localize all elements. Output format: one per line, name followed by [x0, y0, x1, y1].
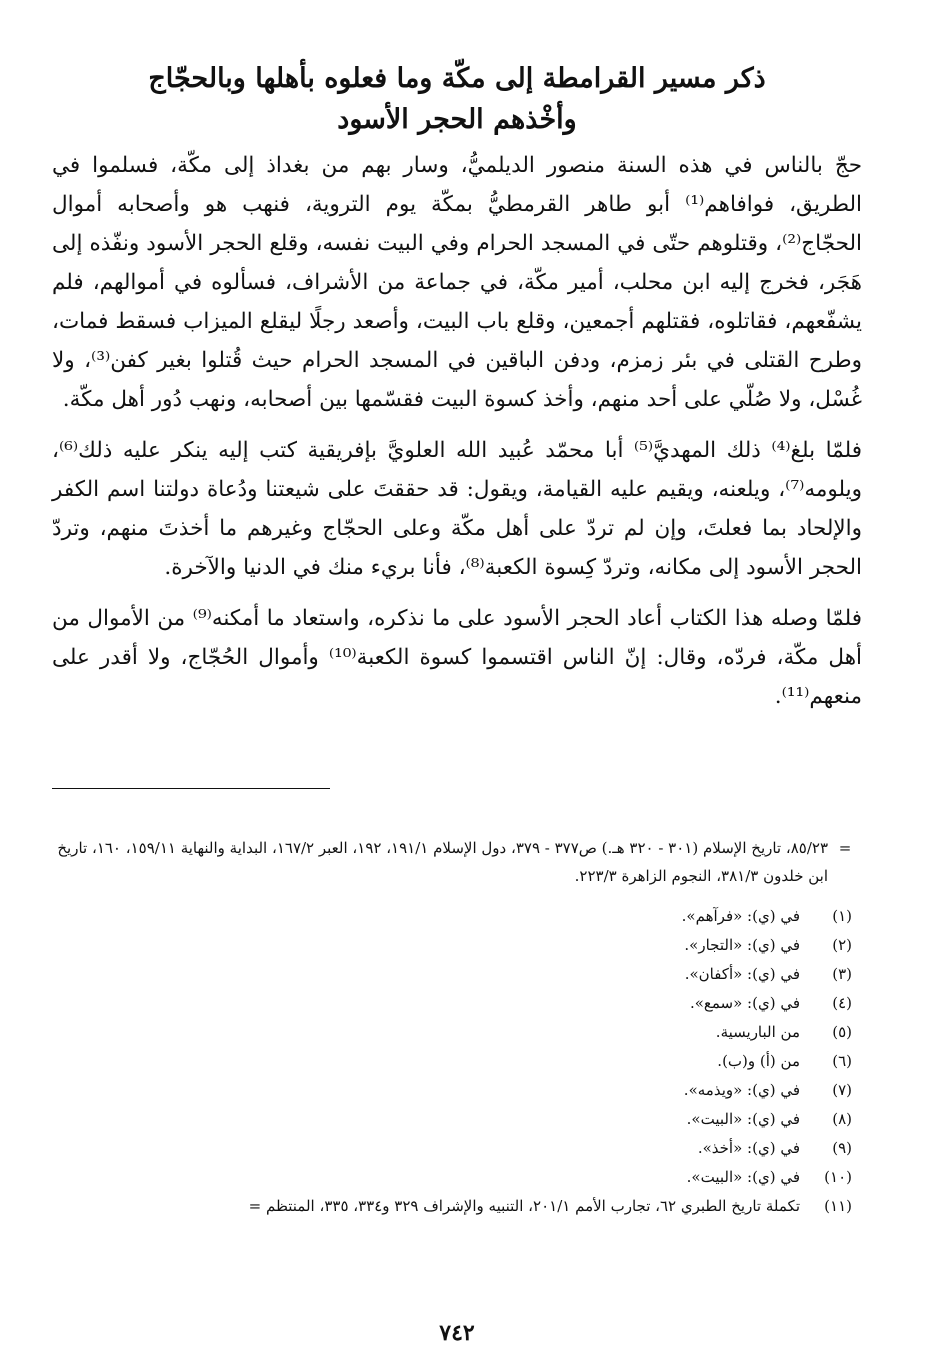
- footnote-10: [52, 1163, 862, 1192]
- footnote-continuation: [52, 834, 862, 890]
- footnote-text: في (ي): «أكفان».: [684, 965, 800, 983]
- footnote-4: [52, 989, 862, 1018]
- footnote-number: (٦): [832, 1052, 852, 1070]
- book-page: [52, 58, 862, 1348]
- paragraph-3: فلمّا وصله هذا الكتاب أعاد الحجر الأسود على ما نذكره، واستعاد ما أمكنه⁽⁹⁾ من الأموال من أهل مكّة، فردّه، وقال: إنّ الناس اقتسموا كسوة الكعبة⁽¹⁰⁾ وأموال الحُجّاج، ولا أقدر على منعهم⁽¹¹⁾.: [52, 606, 863, 709]
- footnote-text: تكملة تاريخ الطبري ٦٢، تجارب الأمم ٢٠١/١، التنبيه والإشراف ٣٢٩ و٣٣٤، ٣٣٥، المنتظم =: [248, 1197, 800, 1215]
- chapter-title-line-1: ذكر مسير القرامطة إلى مكّة وما فعلوه بأهلها وبالحجّاج: [148, 63, 766, 94]
- footnote-11: [52, 1192, 862, 1221]
- continuation-mark: =: [838, 839, 852, 857]
- footnote-number: (٩): [832, 1139, 852, 1157]
- footnote-8: [52, 1105, 862, 1134]
- paragraph-1: حجّ بالناس في هذه السنة منصور الديلميُّ، وسار بهم من بغداذ إلى مكّة، فسلموا في الطريق، فوافاهم⁽¹⁾ أبو طاهر القرمطيُّ بمكّة يوم التروية، فنهب هو وأصحابه أموال الحجّاج⁽²⁾، وقتلوهم حتّى في المسجد الحرام وفي البيت نفسه، وقلع الحجر الأسود ونفّذه إلى هَجَر، فخرج إليه ابن محلب، أمير مكّة، في جماعة من الأشراف، فسألوه في أموالهم، فلم يشفّعهم، فقاتلوه، فقتلهم أجمعين، وقلع باب البيت، وأصعد رجلًا ليقلع الميزاب فسقط فمات، وطرح القتلى في بئر زمزم، ودفن الباقين في المسجد الحرام حيث قُتلوا بغير كفن⁽³⁾، ولا غُسْل، ولا صُلّي على أحد منهم، وأخذ كسوة البيت فقسّمها بين أصحابه، ونهب دُور أهل مكّة.: [52, 153, 862, 412]
- footnotes: [52, 834, 862, 1221]
- footnote-number: (٢): [832, 936, 852, 954]
- footnote-number: (١١): [824, 1197, 852, 1215]
- chapter-title: [52, 58, 862, 140]
- footnote-number: (٧): [832, 1081, 852, 1099]
- footnote-text: في (ي): «البيت».: [686, 1110, 800, 1128]
- footnote-6: [52, 1047, 862, 1076]
- footnote-text: من الباريسية.: [715, 1023, 800, 1041]
- footnote-2: [52, 931, 862, 960]
- footnote-number: (٣): [832, 965, 852, 983]
- footnote-text: في (ي): «التجار».: [684, 936, 800, 954]
- page-number: ٧٤٢: [439, 1320, 475, 1346]
- footnote-9: [52, 1134, 862, 1163]
- continuation-text: ٨٥/٢٣، تاريخ الإسلام (٣٠١ - ٣٢٠ هـ.) ص٣٧٧ - ٣٧٩، دول الإسلام ١٩١/١، ١٩٢، العبر ١٦٧/٢، البداية والنهاية ١٥٩/١١، ١٦٠، تاريخ ابن خلدون ٣٨١/٣، النجوم الزاهرة ٢٢٣/٣.: [57, 839, 828, 885]
- footnote-number: (٤): [832, 994, 852, 1012]
- footnote-divider: [52, 788, 330, 789]
- chapter-title-line-2: وأخْذهم الحجر الأسود: [337, 104, 577, 135]
- footnote-number: (١٠): [824, 1168, 852, 1186]
- footnote-number: (٨): [832, 1110, 852, 1128]
- footnote-text: في (ي): «فرآهم».: [681, 907, 800, 925]
- footnote-number: (٥): [832, 1023, 852, 1041]
- footnote-number: (١): [832, 907, 852, 925]
- footnote-5: [52, 1018, 862, 1047]
- footnote-text: في (ي): «ويذمه».: [683, 1081, 800, 1099]
- footnote-text: في (ي): «البيت».: [686, 1168, 800, 1186]
- footnote-text: من (أ) و(ب).: [717, 1052, 800, 1070]
- footnote-text: في (ي): «سمع».: [689, 994, 800, 1012]
- paragraph-2: فلمّا بلغ⁽⁴⁾ ذلك المهديَّ⁽⁵⁾ أبا محمّد عُبيد الله العلويَّ بإفريقية كتب إليه ينكر عليه ذلك⁽⁶⁾، ويلومه⁽⁷⁾، ويلعنه، ويقيم عليه القيامة، ويقول: قد حققتَ على شيعتنا ودُعاة دولتنا اسم الكفر والإلحاد بما فعلتَ، وإن لم تردّ على أهل مكّة وعلى الحجّاج وغيرهم ما أخذتَ منهم، وتردّ الحجر الأسود إلى مكانه، وتردّ كِسوة الكعبة⁽⁸⁾، فأنا بريء منك في الدنيا والآخرة.: [52, 438, 862, 580]
- footnote-7: [52, 1076, 862, 1105]
- footnote-text: في (ي): «أخذ».: [697, 1139, 800, 1157]
- footnote-1: [52, 902, 862, 931]
- footnote-3: [52, 960, 862, 989]
